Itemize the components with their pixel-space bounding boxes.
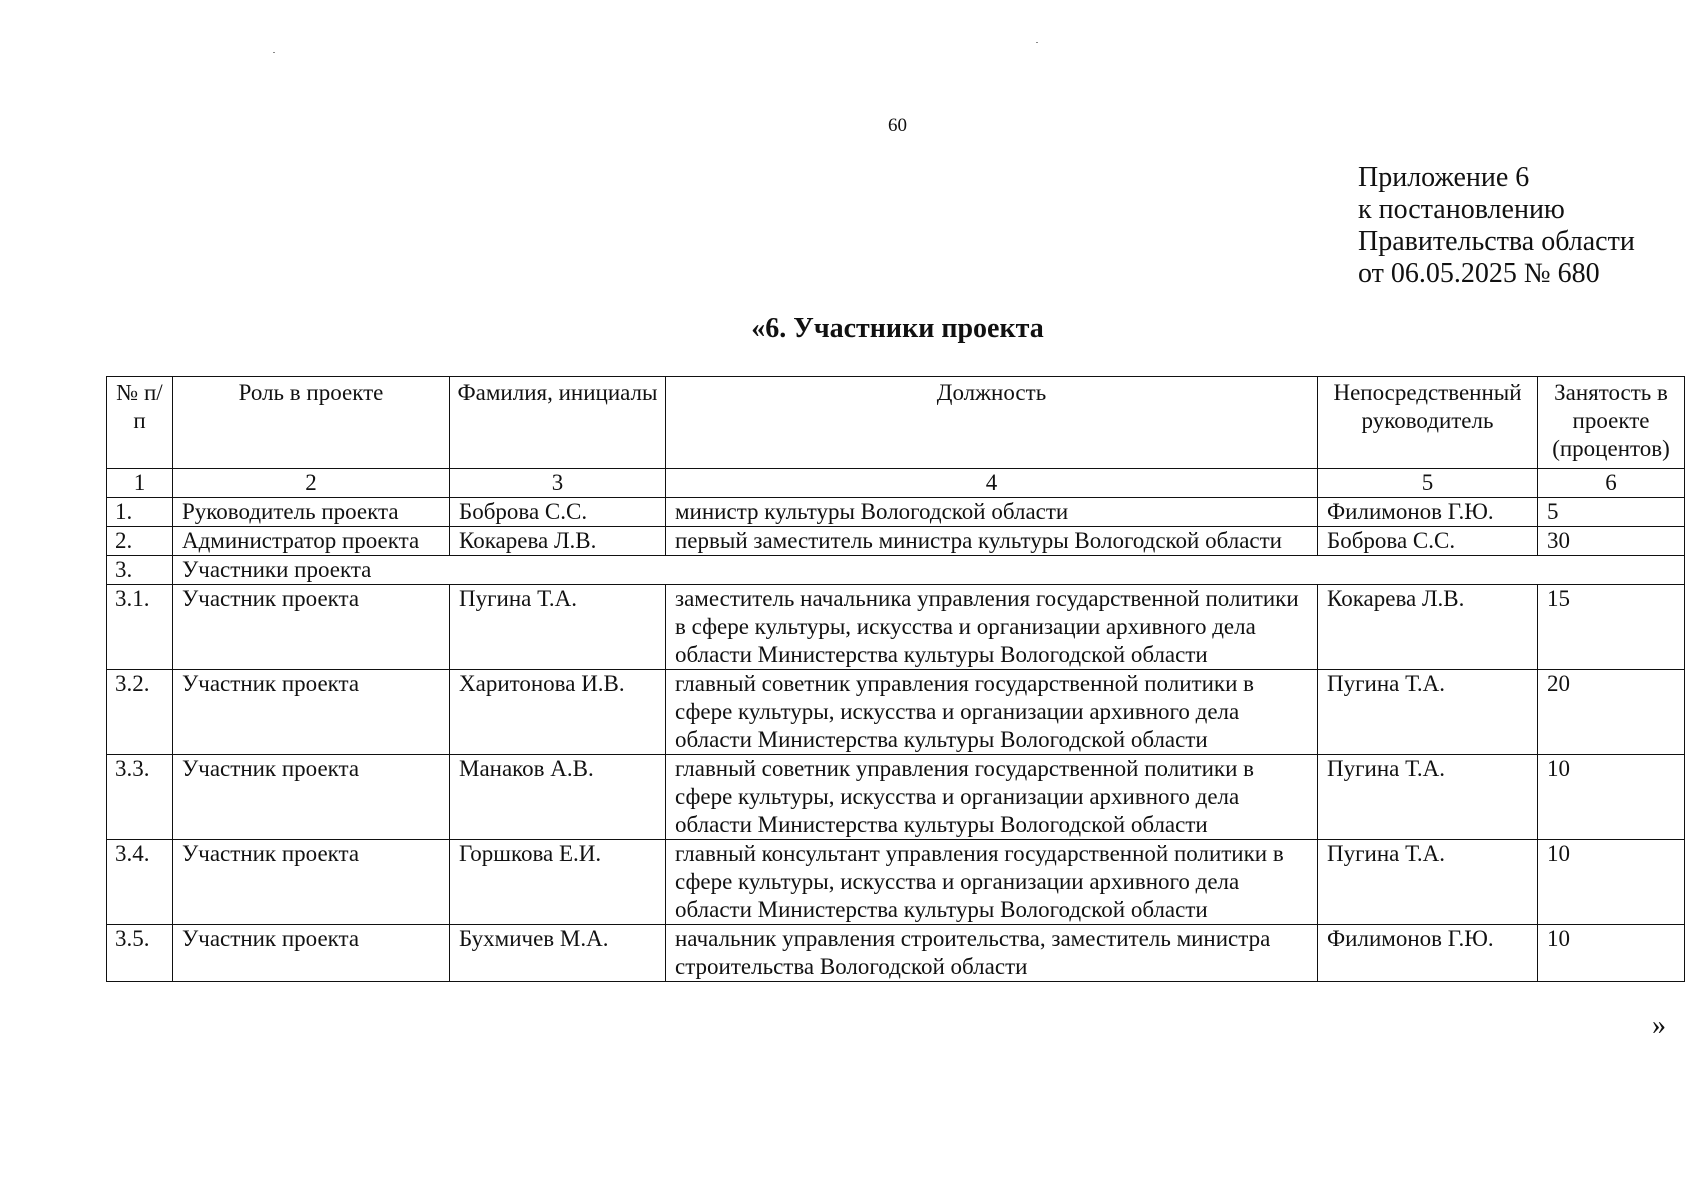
role-cell: Участник проекта xyxy=(173,585,450,670)
load-cell: 5 xyxy=(1538,498,1685,527)
name-cell: Боброва С.С. xyxy=(450,498,666,527)
column-number: 2 xyxy=(173,469,450,498)
row-number: 3. xyxy=(107,556,173,585)
name-cell: Пугина Т.А. xyxy=(450,585,666,670)
column-number-row xyxy=(107,469,1685,498)
position-cell: министр культуры Вологодской области xyxy=(666,498,1318,527)
header-cell: Должность xyxy=(666,377,1318,469)
table-row xyxy=(107,498,1685,527)
group-row xyxy=(107,556,1685,585)
manager-cell: Пугина Т.А. xyxy=(1318,840,1538,925)
row-number: 3.2. xyxy=(107,670,173,755)
position-cell: главный консультант управления государственной политики в сфере культуры, искусства и организации архивного дела области Министерства культуры Вологодской области xyxy=(666,840,1318,925)
manager-cell: Пугина Т.А. xyxy=(1318,670,1538,755)
load-cell: 10 xyxy=(1538,925,1685,982)
appendix-line: Правительства области xyxy=(1358,226,1635,257)
manager-cell: Филимонов Г.Ю. xyxy=(1318,498,1538,527)
row-number: 3.4. xyxy=(107,840,173,925)
name-cell: Бухмичев М.А. xyxy=(450,925,666,982)
table-row xyxy=(107,527,1685,556)
role-cell: Администратор проекта xyxy=(173,527,450,556)
row-number: 3.5. xyxy=(107,925,173,982)
header-cell: Фамилия, инициалы xyxy=(450,377,666,469)
manager-cell: Боброва С.С. xyxy=(1318,527,1538,556)
name-cell: Горшкова Е.И. xyxy=(450,840,666,925)
header-cell: Занятость в проекте (процентов) xyxy=(1538,377,1685,469)
manager-cell: Кокарева Л.В. xyxy=(1318,585,1538,670)
header-row xyxy=(107,377,1685,469)
role-cell: Участник проекта xyxy=(173,840,450,925)
column-number: 1 xyxy=(107,469,173,498)
role-cell: Участник проекта xyxy=(173,755,450,840)
appendix-block xyxy=(1358,162,1635,290)
load-cell: 15 xyxy=(1538,585,1685,670)
section-title: «6. Участники проекта xyxy=(751,313,1044,344)
header-cell: № п/п xyxy=(107,377,173,469)
position-cell: начальник управления строительства, заместитель министра строительства Вологодской области xyxy=(666,925,1318,982)
position-cell: первый заместитель министра культуры Вологодской области xyxy=(666,527,1318,556)
scan-speck xyxy=(273,52,275,53)
table-row xyxy=(107,755,1685,840)
name-cell: Манаков А.В. xyxy=(450,755,666,840)
column-number: 6 xyxy=(1538,469,1685,498)
column-number: 4 xyxy=(666,469,1318,498)
participants-table xyxy=(106,376,1685,982)
manager-cell: Пугина Т.А. xyxy=(1318,755,1538,840)
group-label-cell: Участники проекта xyxy=(173,556,1685,585)
name-cell: Кокарева Л.В. xyxy=(450,527,666,556)
header-cell: Непосредственный руководитель xyxy=(1318,377,1538,469)
position-cell: главный советник управления государственной политики в сфере культуры, искусства и организации архивного дела области Министерства культуры Вологодской области xyxy=(666,755,1318,840)
row-number: 1. xyxy=(107,498,173,527)
load-cell: 20 xyxy=(1538,670,1685,755)
appendix-line: от 06.05.2025 № 680 xyxy=(1358,258,1600,289)
table-row xyxy=(107,925,1685,982)
load-cell: 10 xyxy=(1538,755,1685,840)
position-cell: заместитель начальника управления государственной политики в сфере культуры, искусства и организации архивного дела области Министерства культуры Вологодской области xyxy=(666,585,1318,670)
table-row xyxy=(107,585,1685,670)
role-cell: Участник проекта xyxy=(173,670,450,755)
position-cell: главный советник управления государственной политики в сфере культуры, искусства и организации архивного дела области Министерства культуры Вологодской области xyxy=(666,670,1318,755)
page-number: 60 xyxy=(888,115,907,136)
name-cell: Харитонова И.В. xyxy=(450,670,666,755)
scan-speck xyxy=(1036,42,1038,43)
closing-quote-mark: » xyxy=(1652,1010,1666,1041)
appendix-line: к постановлению xyxy=(1358,194,1565,225)
appendix-line: Приложение 6 xyxy=(1358,162,1530,193)
manager-cell: Филимонов Г.Ю. xyxy=(1318,925,1538,982)
column-number: 3 xyxy=(450,469,666,498)
row-number: 2. xyxy=(107,527,173,556)
column-number: 5 xyxy=(1318,469,1538,498)
row-number: 3.3. xyxy=(107,755,173,840)
role-cell: Участник проекта xyxy=(173,925,450,982)
header-cell: Роль в проекте xyxy=(173,377,450,469)
load-cell: 30 xyxy=(1538,527,1685,556)
table-row xyxy=(107,670,1685,755)
row-number: 3.1. xyxy=(107,585,173,670)
load-cell: 10 xyxy=(1538,840,1685,925)
role-cell: Руководитель проекта xyxy=(173,498,450,527)
table-row xyxy=(107,840,1685,925)
